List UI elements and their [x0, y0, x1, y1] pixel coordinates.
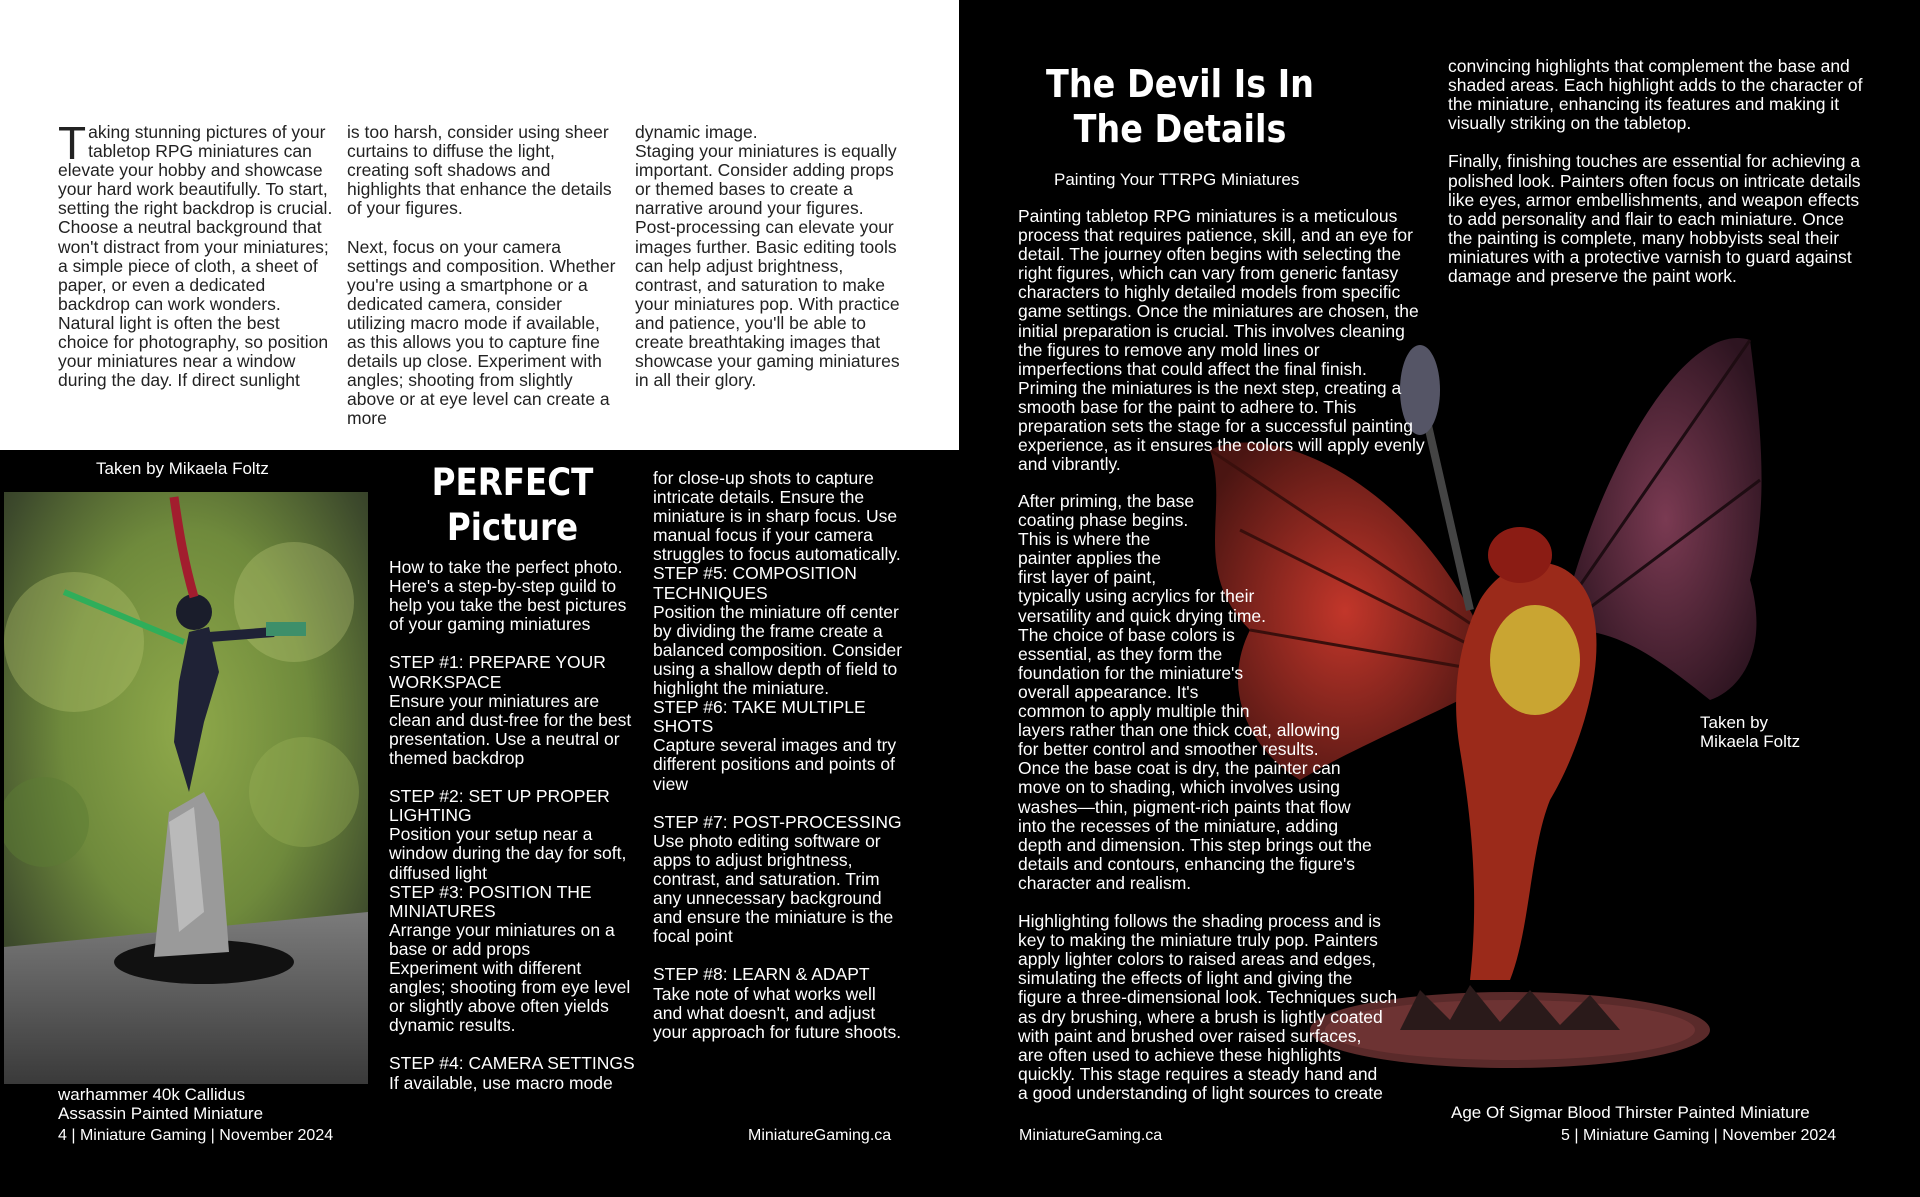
- sidebar-column-1: How to take the perfect photo. Here's a step-by-step guild to help you take the best pictures of your gaming miniatures STEP #1: PREPARE YOUR WORKSPACE Ensure your miniatures are clean and dust-free for the best presentation. Use a neutral or themed backdrop STEP #2: SET UP PROPER LIGHTING Position your setup near a window during the day for soft, diffused light STEP #3: POSITION THE MINIATURES Arrange your miniatures on a base or add props Experiment with different angles; shooting from eye level or slightly above often yields dynamic results. STEP #4: CAMERA SETTINGS If available, use macro mode: [389, 557, 635, 1093]
- photo-credit-left: Taken by Mikaela Foltz: [96, 459, 269, 478]
- photo-caption-left: warhammer 40k Callidus Assassin Painted Miniature: [58, 1085, 264, 1123]
- photo-credit-right: Taken by Mikaela Foltz: [1700, 713, 1801, 751]
- photography-column-3: dynamic image. Staging your miniatures is equally important. Consider adding props or themed bases to create a narrative around your figures. Post-processing can elevate your images further. Basic editing tools can help adjust brightness, contrast, and saturation to make your miniatures pop. With practice and patience, you'll be able to create breathtaking images that showcase your gaming miniatures in all their glory.: [635, 122, 900, 391]
- article-title-photography: Miniature Photography: [269, 54, 690, 99]
- drop-cap: T: [58, 117, 87, 169]
- details-column-2: convincing highlights that complement the base and shaded areas. Each highlight adds to the character of the miniature, enhancing its features and making it visually striking on the tabletop. Finally, finishing touches are essential for achieving a polished look. Painters often focus on intricate details like eyes, armor embellishments, and weapon effects to add personality and flair to each miniature. Once the painting is complete, many hobbyists seal their miniatures with a protective varnish to guard against damage and preserve the paint work.: [1448, 56, 1863, 287]
- footer-page-left: 4 | Miniature Gaming | November 2024: [58, 1127, 334, 1144]
- details-column-1-body: After priming, the base coating phase begins. This is where the painter applies the first layer of paint, typically using acrylics for their versatility and quick drying time. The choice of base colors is essential, as they form the foundation for the miniature's overall appearance. It's common to apply multiple thin layers rather than one thick coat, allowing for better control and smoother results. Once the base coat is dry, the painter can move on to shading, which involves using washes—thin, pigment-rich paints that flow into the recesses of the miniature, adding depth and dimension. This step brings out the details and contours, enhancing the figure's character and realism. Highlighting follows the shading process and is key to making the miniature truly pop. Painters apply lighter colors to raised areas and edges, simulating the effects of light and giving the figure a three-dimensional look. Techniques such as dry brushing, where a brush is lightly coated with paint and brushed over raised surfaces, are often used to achieve these highlights quickly. This stage requires a steady hand and a good understanding of light sources to create: [1018, 491, 1398, 1103]
- article-subtitle: Painting Your TTRPG Miniatures: [1054, 170, 1300, 189]
- photography-column-2: is too harsh, consider using sheer curtains to diffuse the light, creating soft shadows and highlights that enhance the details of your figures. Next, focus on your camera settings and composition. Whether you're using a smartphone or a dedicated camera, consider utilizing macro mode if available, as this allows you to capture fine details up close. Experiment with angles; shooting from slightly above or at eye level can create a more: [347, 122, 616, 429]
- sidebar-title: PERFECT Picture: [431, 461, 594, 549]
- photography-column-1: [58, 117, 333, 391]
- sidebar-column-2: for close-up shots to capture intricate details. Ensure the miniature is in sharp focus. Use manual focus if your camera struggles to focus automatically. STEP #5: COMPOSITION TECHNIQUES Position the miniature off center by dividing the frame create a balanced composition. Consider using a shallow depth of field to highlight the miniature. STEP #6: TAKE MULTIPLE SHOTS Capture several images and try different positions and points of view STEP #7: POST-PROCESSING Use photo editing software or apps to adjust brightness, contrast, and saturation. Trim any unnecessary background and ensure the miniature is the focal point STEP #8: LEARN & ADAPT Take note of what works well and what doesn't, and adjust your approach for future shoots.: [653, 468, 903, 1042]
- footer-site-right[interactable]: MiniatureGaming.ca: [1019, 1127, 1163, 1144]
- photography-column-1-text: aking stunning pictures of your tabletop RPG miniatures can elevate your hobby and showcase your hard work beautifully. To start, setting the right backdrop is crucial. Choose a neutral background that won't distract from your miniatures; a simple piece of cloth, a sheet of paper, or even a dedicated backdrop can work wonders. Natural light is often the best choice for photography, so position your miniatures near a window during the day. If direct sunlight: [58, 122, 333, 391]
- footer-site-left[interactable]: MiniatureGaming.ca: [748, 1127, 892, 1144]
- footer-page-right: 5 | Miniature Gaming | November 2024: [1561, 1127, 1837, 1144]
- callidus-assassin-image: [4, 492, 368, 1084]
- article-title-details: The Devil Is In The Details: [1046, 62, 1314, 151]
- photo-caption-right: Age Of Sigmar Blood Thirster Painted Miniature: [1451, 1103, 1810, 1122]
- callidus-assassin-photo: [4, 492, 368, 1084]
- details-column-1-intro: Painting tabletop RPG miniatures is a meticulous process that requires patience, skill, and an eye for detail. The journey often begins with selecting the right figures, which can vary from generic fantasy characters to highly detailed models from specific game settings. Once the miniatures are chosen, the initial preparation is crucial. This involves cleaning the figures to remove any mold lines or imperfections that could affect the final finish. Priming the miniatures is the next step, creating a smooth base for the paint to adhere to. This preparation sets the stage for a successful painting experience, as it ensures the colors will apply evenly and vibrantly.: [1018, 206, 1425, 475]
